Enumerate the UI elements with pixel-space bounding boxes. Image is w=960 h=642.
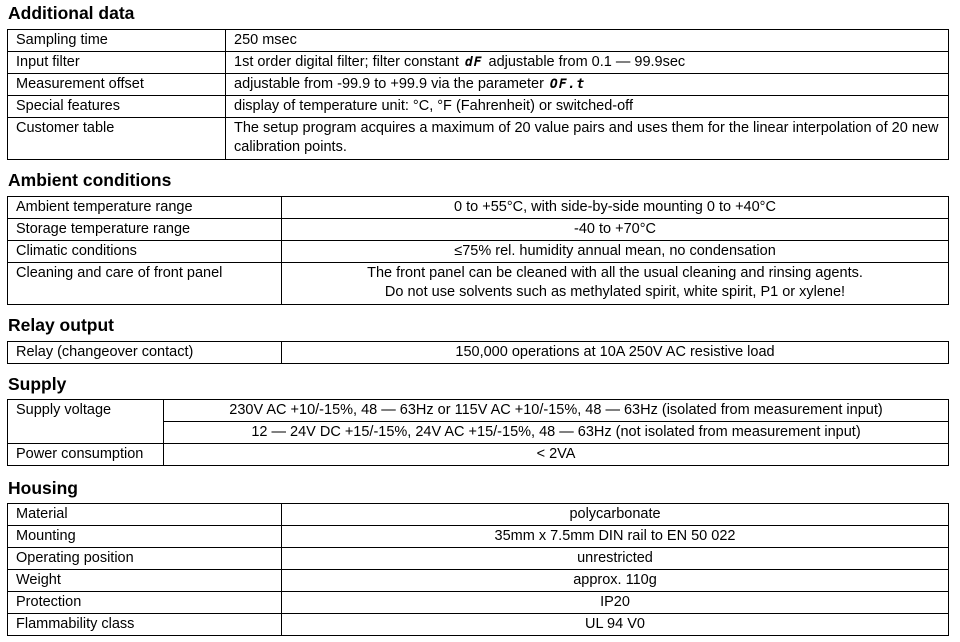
row-value: 0 to +55°C, with side-by-side mounting 0 to +40°C (282, 197, 949, 219)
row-value: polycarbonate (282, 504, 949, 526)
row-label: Mounting (8, 526, 282, 548)
row-value: 250 msec (226, 30, 949, 52)
row-value: IP20 (282, 592, 949, 614)
row-label: Operating position (8, 548, 282, 570)
table-row (8, 570, 949, 592)
row-label: Input filter (8, 52, 226, 74)
table-row (8, 548, 949, 570)
row-label: Special features (8, 96, 226, 118)
table-row (8, 342, 949, 364)
row-label: Power consumption (8, 444, 164, 466)
row-label: Protection (8, 592, 282, 614)
additional-data-table (7, 29, 949, 160)
row-value: unrestricted (282, 548, 949, 570)
row-label: Storage temperature range (8, 219, 282, 241)
row-value: < 2VA (164, 444, 949, 466)
table-row (8, 400, 949, 422)
section-title-housing: Housing (8, 478, 78, 498)
row-value: 12 — 24V DC +15/-15%, 24V AC +15/-15%, 48 — 63Hz (not isolated from measurement input) (164, 422, 949, 444)
row-label: Flammability class (8, 614, 282, 636)
value-line: Do not use solvents such as methylated spirit, white spirit, P1 or xylene! (384, 284, 846, 300)
row-label: Material (8, 504, 282, 526)
table-row (8, 263, 949, 305)
filter-constant-display-glyph: dF (464, 55, 483, 70)
row-value: approx. 110g (282, 570, 949, 592)
table-row (8, 118, 949, 160)
table-row (8, 96, 949, 118)
row-value (226, 74, 949, 96)
table-row (8, 526, 949, 548)
value-line: The front panel can be cleaned with all the usual cleaning and rinsing agents. (367, 265, 863, 281)
section-title-additional-data: Additional data (8, 3, 135, 23)
table-row (8, 504, 949, 526)
row-label: Measurement offset (8, 74, 226, 96)
table-row (8, 52, 949, 74)
row-value: display of temperature unit: °C, °F (Fahrenheit) or switched-off (226, 96, 949, 118)
supply-table (7, 399, 949, 466)
table-row (8, 74, 949, 96)
row-value: 35mm x 7.5mm DIN rail to EN 50 022 (282, 526, 949, 548)
row-label: Cleaning and care of front panel (8, 263, 282, 305)
value-text: adjustable from -99.9 to +99.9 via the parameter (234, 76, 544, 92)
row-label: Relay (changeover contact) (8, 342, 282, 364)
ambient-conditions-table (7, 196, 949, 305)
row-label: Climatic conditions (8, 241, 282, 263)
table-row (8, 219, 949, 241)
value-text: adjustable from 0.1 — 99.9sec (488, 54, 686, 70)
row-value: The setup program acquires a maximum of 20 value pairs and uses them for the linear interpolation of 20 new calibration points. (226, 118, 949, 160)
value-text: 1st order digital filter; filter constant (234, 54, 459, 70)
section-title-ambient-conditions: Ambient conditions (8, 170, 172, 190)
table-row (8, 444, 949, 466)
table-row (8, 592, 949, 614)
table-row (8, 241, 949, 263)
row-value: ≤75% rel. humidity annual mean, no condensation (282, 241, 949, 263)
row-label: Ambient temperature range (8, 197, 282, 219)
row-label: Weight (8, 570, 282, 592)
offset-parameter-display-glyph: OF.t (549, 77, 586, 92)
row-value: -40 to +70°C (282, 219, 949, 241)
section-title-supply: Supply (8, 374, 67, 394)
table-row (8, 197, 949, 219)
row-value (226, 52, 949, 74)
row-value: 230V AC +10/-15%, 48 — 63Hz or 115V AC +10/-15%, 48 — 63Hz (isolated from measurement input) (164, 400, 949, 422)
row-label: Customer table (8, 118, 226, 160)
row-value: 150,000 operations at 10A 250V AC resistive load (282, 342, 949, 364)
relay-output-table (7, 341, 949, 364)
housing-table (7, 503, 949, 636)
row-label: Supply voltage (8, 400, 164, 444)
table-row (8, 614, 949, 636)
row-label: Sampling time (8, 30, 226, 52)
row-value: UL 94 V0 (282, 614, 949, 636)
table-row (8, 30, 949, 52)
section-title-relay-output: Relay output (8, 315, 114, 335)
row-value (282, 263, 949, 305)
